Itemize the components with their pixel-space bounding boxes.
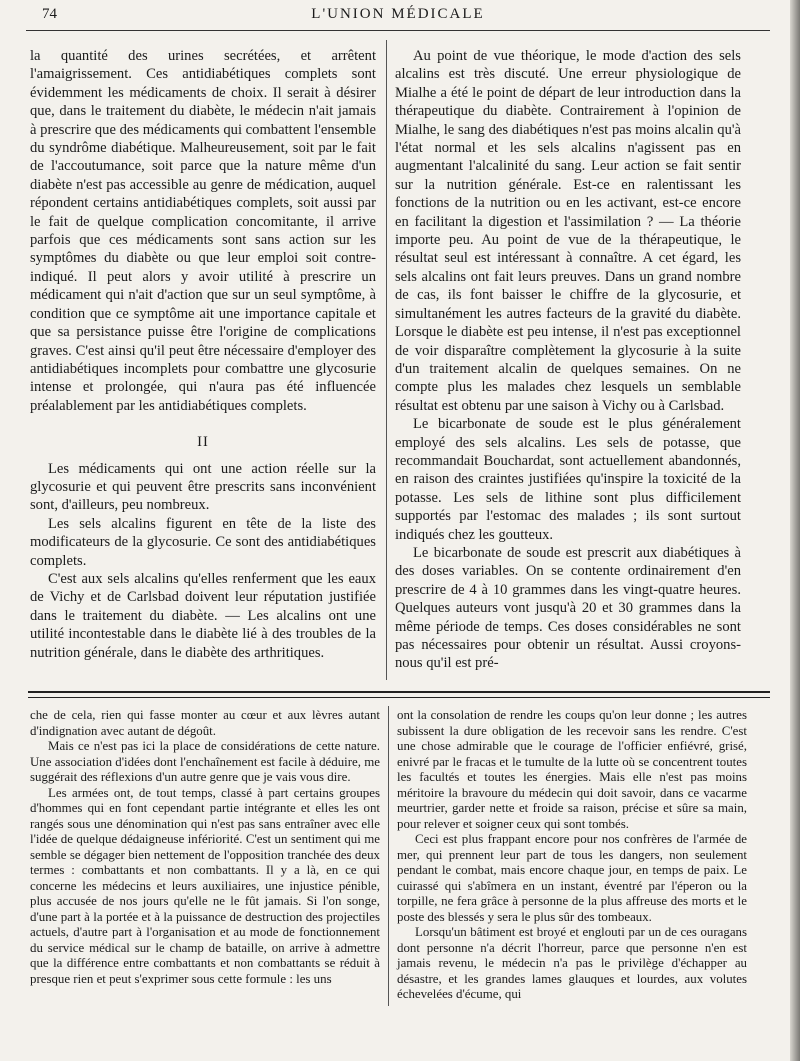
column-divider [386, 40, 387, 680]
article-left-column [30, 47, 376, 662]
feuilleton-paragraph: Lorsqu'un bâtiment est broyé et englouti par un de ces ouragans dont personne n'a décrit l'horreur, parce que personne n'en est jamais revenu, le médecin n'a pas le privilège d'échapper au désastre, et les grandes lames glauques et lourdes, aux volutes échevelées d'écume, qui [397, 925, 747, 1001]
feuilleton-column-divider [388, 706, 389, 1006]
article-right-column [395, 47, 741, 673]
feuilleton-separator [28, 691, 770, 693]
journal-title: L'UNION MÉDICALE [311, 6, 485, 22]
section-number: II [197, 434, 209, 451]
feuilleton-separator-thin [28, 697, 770, 698]
feuilleton-paragraph: che de cela, rien qui fasse monter au cœur et aux lèvres autant d'indignation avec autant de dégoût. [30, 708, 380, 738]
page-header [26, 2, 770, 28]
feuilleton-left-column [30, 708, 380, 987]
feuilleton-paragraph: Les armées ont, de tout temps, classé à part certains groupes d'hommes qui en font cependant partie intégrante et elles les ont rangés sous une dénomination qui n'est pas sans entraîner avec elle l'idée de quelque dédaigneuse infériorité. C'est un sentiment qui me semble se dégager bien nettement de l'opposition tranchée des deux termes : combattants et non combattants. Il y a là, en ce qui concerne les médecins et leurs auxiliaires, une injustice pénible, plus accusée de nos jours qu'elle ne le fût jamais. Si l'on songe, d'une part à la portée et à la puissance de destruction des projectiles actuels, d'autre part à l'organisation et au mode de fonctionnement du service médical sur le champ de bataille, on arrive à admettre que la différence entre combattants et non combattants se réduit à presque rien et peut s'exprimer sous cette formule : les uns [30, 785, 380, 986]
page-number: 74 [42, 6, 57, 22]
article-paragraph: la quantité des urines secrétées, et arrêtent l'amaigrissement. Ces antidiabétiques complets sont évidemment les médicaments de choix. Il serait à désirer que, dans le traitement du diabète, le médecin n'ait jamais à prescrire que des médicaments qui combattent l'ensemble du syndrôme diabétique. Malheureusement, soit par le fait de l'accoutumance, soit parce que la nature même d'un diabète n'est pas accessible au genre de médication, auquel répondent certains antidiabétiques complets, soit aussi par le fait de quelque complication concomitante, il arrive parfois que ces médicaments sont sans action sur les symptômes du diabète ou que leur emploi soit contre-indiqué. Il peut alors y avoir utilité à prescrire un médicament qui n'ait d'action que sur un seul symptôme, à condition que ce symptôme ait une importance capitale et que sa persistance puisse être l'origine de complications graves. C'est ainsi qu'il peut être nécessaire d'employer des antidiabétiques incomplets pour combattre une glycosurie intense et prolongée, qui n'aura pas été influencée préalablement par les antidiabétiques complets. [30, 48, 376, 414]
article-paragraph: Les médicaments qui ont une action réelle sur la glycosurie et qui peuvent être prescrits sans inconvénient sont, d'ailleurs, peu nombreux. [30, 460, 376, 514]
feuilleton-paragraph: Mais ce n'est pas ici la place de considérations de cette nature. Une association d'idées dont l'enchaînement est facile à déduire, me suggérait des réflexions d'un autre genre que je vais vous dire. [30, 739, 380, 784]
feuilleton-paragraph: ont la consolation de rendre les coups qu'on leur donne ; les autres subissent la dure obligation de les recevoir sans les rendre. C'est une chose admirable que le courage de l'officier enfiévré, grisé, enivré par le fracas et le tumulte de la lutte où se concentrent toutes les facultés et toutes les énergies. Mais elle n'est pas moins méritoire la bravoure du médecin qui doit savoir, dans ce vacarme meurtrier, garder nette et froide sa raison, précise et sûre sa main, pour relever et soigner ceux qui sont tombés. [397, 708, 747, 831]
article-paragraph: Les sels alcalins figurent en tête de la liste des modificateurs de la glycosurie. Ce sont des antidiabétiques complets. [30, 515, 376, 569]
article-paragraph: Au point de vue théorique, le mode d'action des sels alcalins est très discuté. Une erreur physiologique de Mialhe a été le point de départ de leur introduction dans la thérapeutique du diabète. Contrairement à l'opinion de Mialhe, le sang des diabétiques n'est pas moins alcalin qu'à l'état normal et les sels alcalins n'agissent pas en augmentant l'alcalinité du sang. Leur action se fait sentir sur la nutrition générale. Est-ce en ralentissant les fonctions de la nutrition ou en les activant, est-ce encore en facilitant la digestion et l'assimilation ? — La théorie importe peu. Au point de vue de la thérapeutique, le résultat seul est intéressant à connaître. A cet égard, les sels alcalins ont fait leurs preuves. Dans un grand nombre de cas, ils font baisser le chiffre de la glycosurie, et simultanément les autres facteurs de la gravité du diabète. Lorsque le diabète est peu intense, il n'est pas exceptionnel de voir disparaître complètement la glycosurie à la suite d'un traitement alcalin de quelques semaines. On ne compte plus les malades chez lesquels un semblable résultat est obtenu par une saison à Vichy ou à Carlsbad. [395, 48, 741, 414]
article-paragraph: Le bicarbonate de soude est le plus généralement employé des sels alcalins. Les sels de potasse, que recommandait Bouchardat, sont actuellement abandonnés, en raison des craintes justifiées qu'inspire la toxicité de la potasse. Les sels de lithine sont plus difficilement supportés par l'estomac des malades ; ils sont surtout indiqués chez les goutteux. [395, 416, 741, 543]
article-paragraph: Le bicarbonate de soude est prescrit aux diabétiques à des doses variables. On se contente ordinairement d'en prescrire de 4 à 10 grammes dans les vingt-quatre heures. Quelques auteurs vont jusqu'à 20 et 30 grammes dans la même période de temps. Ces doses considérables ne sont pas nécessaires pour obtenir un résultat. Aussi croyons-nous qu'il est pré- [395, 544, 741, 672]
article-paragraph: C'est aux sels alcalins qu'elles renferment que les eaux de Vichy et de Carlsbad doivent leur réputation justifiée dans le traitement du diabète. — Les alcalins ont une utilité incontestable dans le diabète lié à des troubles de la nutrition générale, dans le diabète des arthritiques. [30, 570, 376, 661]
header-rule [26, 30, 770, 31]
page-edge-shadow [790, 0, 800, 1061]
feuilleton-paragraph: Ceci est plus frappant encore pour nos confrères de l'armée de mer, qui prennent leur part de tous les dangers, non seulement pendant le combat, mais encore chaque jour, en temps de paix. Le cuirassé qui s'abîmera en un instant, éventré par l'éperon ou la torpille, ne fera grâce à personne de la plus affreuse des morts et le poste des blessés y sera le plus sûr des tombeaux. [397, 832, 747, 924]
feuilleton-right-column [397, 708, 747, 1003]
